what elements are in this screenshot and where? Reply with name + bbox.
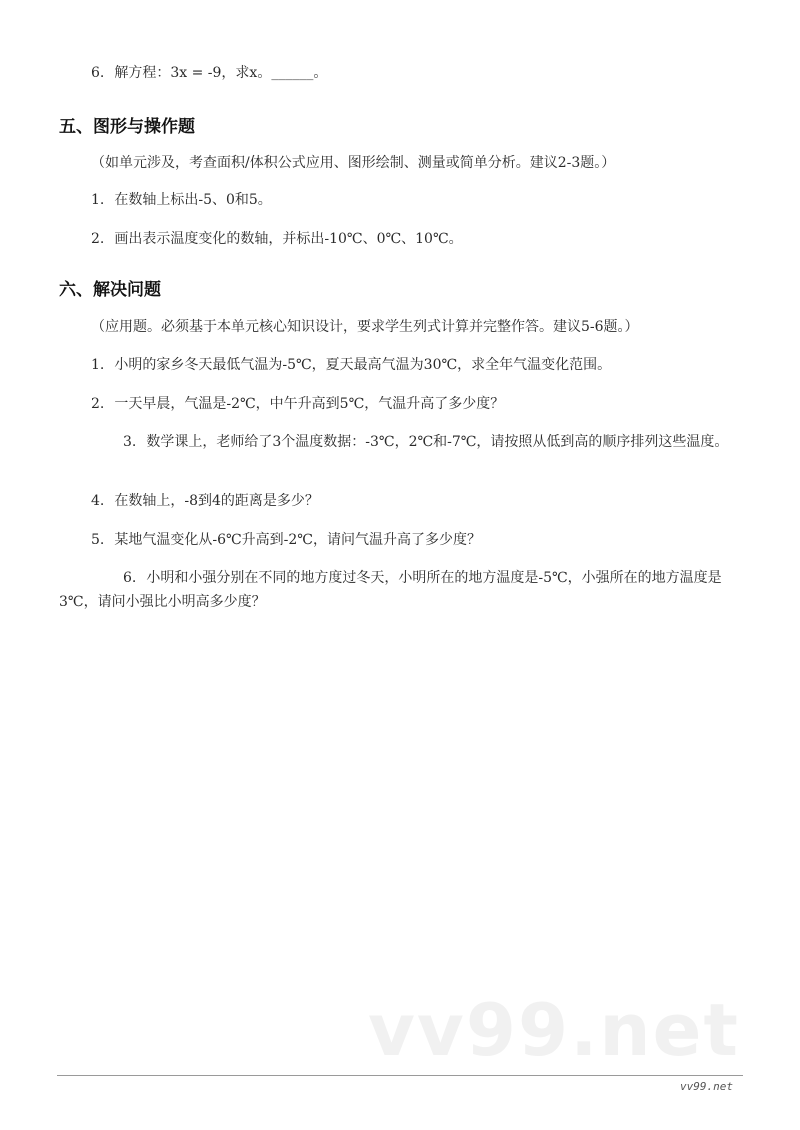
- question-text: 小明和小强分别在不同的地方度过冬天，小明所在的地方温度是-5℃，小强所在的地方温度是3℃，请问小强比小明高多少度？: [59, 570, 722, 610]
- question-number: 1.: [91, 357, 105, 373]
- question-text: 数学课上，老师给了3个温度数据：-3℃，2℃和-7℃，请按照从低到高的顺序排列这些温度。: [146, 434, 729, 450]
- section-6-item-6: [59, 566, 749, 614]
- question-text: 某地气温变化从-6℃升高到-2℃，请问气温升高了多少度？: [114, 532, 481, 548]
- watermark: vv99.net: [368, 988, 740, 1072]
- question-number: 2.: [91, 396, 105, 412]
- question-number: 6.: [91, 65, 105, 81]
- footer-divider: [57, 1075, 743, 1076]
- question-number: 6.: [123, 570, 137, 586]
- section-5-note: （如单元涉及，考查面积/体积公式应用、图形绘制、测量或简单分析。建议2-3题。）: [91, 155, 616, 171]
- section-5-item-1: [91, 189, 272, 211]
- question-number: 3.: [123, 434, 137, 450]
- section-6-item-5: [91, 529, 481, 551]
- question-number: 2.: [91, 231, 105, 247]
- question-text: 在数轴上标出-5、0和5。: [114, 192, 272, 208]
- question-text: 小明的家乡冬天最低气温为-5℃，夏天最高气温为30℃，求全年气温变化范围。: [114, 357, 612, 373]
- section-6-title: 六、解决问题: [59, 280, 161, 300]
- question-text: 画出表示温度变化的数轴，并标出-10℃、0℃、10℃。: [114, 231, 463, 247]
- question-5-6: [91, 62, 327, 84]
- question-text: 在数轴上，-8到4的距离是多少？: [114, 493, 319, 509]
- section-6-item-1: [91, 354, 611, 376]
- section-5-item-2: [91, 228, 463, 250]
- question-text: 一天早晨，气温是-2℃，中午升高到5℃，气温升高了多少度？: [114, 396, 505, 412]
- question-text: 解方程：3x = -9，求x。______。: [114, 65, 328, 81]
- section-6-item-2: [91, 393, 504, 415]
- section-5-title: 五、图形与操作题: [59, 117, 195, 137]
- section-6-item-4: [91, 490, 319, 512]
- question-number: 4.: [91, 493, 105, 509]
- footer-site-label: vv99.net: [680, 1080, 733, 1093]
- section-6-item-3: [59, 430, 749, 454]
- question-number: 5.: [91, 532, 105, 548]
- section-6-note: （应用题。必须基于本单元核心知识设计，要求学生列式计算并完整作答。建议5-6题。）: [91, 319, 639, 335]
- question-number: 1.: [91, 192, 105, 208]
